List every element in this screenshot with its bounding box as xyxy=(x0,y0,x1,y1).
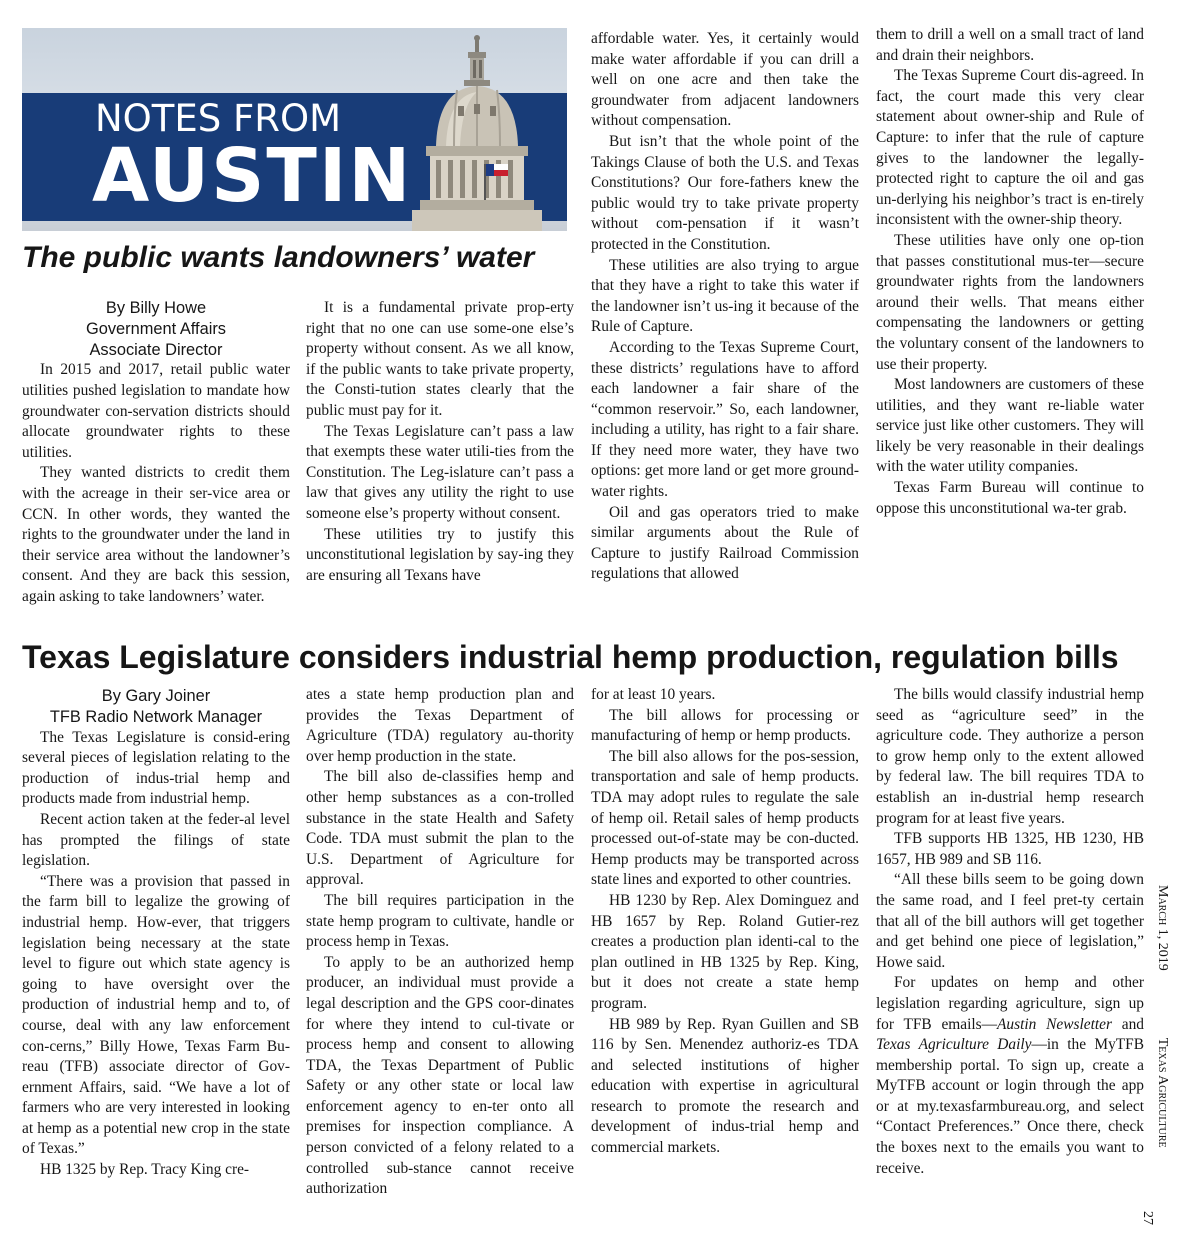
article1-column-1 xyxy=(22,298,290,608)
paragraph: The bill also de-classifies hemp and other hemp substances as a con-trolled substance in the state Health and Safety Code. TDA must submit the plan to the U.S. Department of Agriculture for approval. xyxy=(306,768,574,889)
paragraph: These utilities try to justify this unconstitutional legislation by say-ing they are ensuring all Texans have xyxy=(306,525,574,584)
banner-line1: NOTES FROM xyxy=(95,97,342,140)
paragraph: Most landowners are customers of these utilities, and they want re-liable water service just like other customers. They will likely be very reasonable in their dealings with the water utility companies. xyxy=(876,376,1144,476)
paragraph: them to drill a well on a small tract of land and drain their neighbors. xyxy=(876,26,1144,64)
newsletter-name: Texas Agriculture Daily xyxy=(876,1036,1032,1054)
text-run: For updates on hemp and other legislation regarding agriculture, sign up for TFB emails— xyxy=(876,974,1144,1033)
paragraph: They wanted districts to credit them with the acreage in their ser-vice area or CCN. In other words, they wanted the rights to the groundwater under the land in their service area without the landowner’s consent. And they are back this session, again asking to take landowners’ water. xyxy=(22,464,290,605)
byline-title: Government Affairs xyxy=(86,319,226,338)
paragraph: Oil and gas operators tried to make similar arguments about the Rule of Capture to justify Railroad Commission regulations that allowed xyxy=(591,503,859,583)
paragraph: But isn’t that the whole point of the Takings Clause of both the U.S. and Texas Constitutions? Our fore-fathers knew the public would try to take private property without com-pensation if it wasn’t protected in the Constitution. xyxy=(591,132,859,253)
folio-side-line xyxy=(1154,885,1170,1215)
article2-column-1 xyxy=(22,686,290,1181)
article2-column-4 xyxy=(876,685,1144,1179)
text-run: and xyxy=(1111,1015,1144,1033)
paragraph: The bills would classify industrial hemp seed as “agriculture seed” in the agriculture code. They authorize a person to grow hemp only to the extent allowed by federal law. The bill requires TDA to establish an in-dustrial hemp research program for at least five years. xyxy=(876,686,1144,827)
paragraph: Recent action taken at the feder-al level has prompted the filings of state legislation. xyxy=(22,810,290,870)
paragraph: These utilities have only one op-tion that passes constitutional mus-ter—secure groundwater rights from the landowners around their wells. That means either compensating the landowners or getting the voluntary consent of the landowners to use their property. xyxy=(876,231,1144,373)
article1-byline xyxy=(22,298,290,360)
article2-byline xyxy=(22,686,290,728)
paragraph: “All these bills seem to be going down the same road, and I feel pret-ty certain that all of the bill authors will get together and get behind one piece of legislation,” Howe said. xyxy=(876,871,1144,971)
byline-title: Associate Director xyxy=(89,340,223,359)
banner-line2: AUSTIN xyxy=(92,133,413,219)
page-number: 27 xyxy=(1140,1211,1155,1225)
byline-title: TFB Radio Network Manager xyxy=(49,707,263,726)
paragraph: It is a fundamental private prop-erty right that no one can use some-one else’s property without consent. As we all know, if the public wants to take private property, the Consti-tution states clearly that the public must pay for it. xyxy=(306,299,574,419)
publication-name: Texas Agriculture xyxy=(1155,1037,1170,1148)
article1-column-3 xyxy=(591,29,859,585)
paragraph: The Texas Legislature can’t pass a law that exempts these water utili-ties from the Constitution. The Leg-islature can’t pass a law that gives any utility the right to use someone else’s property without consent. xyxy=(306,422,574,522)
capitol-dome-image xyxy=(402,34,552,231)
paragraph: ates a state hemp production plan and provides the Texas Department of Agriculture (TDA) regulatory au-thority over hemp production in the state. xyxy=(306,686,574,765)
byline-author: By Billy Howe xyxy=(105,299,207,317)
paragraph: The Texas Supreme Court dis-agreed. In fact, the court made this very clear statement about owner-ship and Rule of Capture: to infer that the rule of capture gives to the landowner the legally-protected right to capture the oil and gas un-derlying his neighbor’s tract is en-tirely inconsistent with the owner-ship theory. xyxy=(876,67,1144,229)
paragraph: To apply to be an authorized hemp producer, an individual must provide a legal description and the GPS coor-dinates for where they intend to cul-tivate or process hemp and consent to allowing TDA, the Texas Department of Public Safety or any other state or local law enforcement agency to en-ter onto all premises for inspection compliance. A person convicted of a felony related to a controlled sub-stance cannot receive authorization xyxy=(306,953,574,1198)
article2-headline: Texas Legislature considers industrial hemp production, regulation bills xyxy=(22,639,1119,675)
paragraph: The bill allows for processing or manufacturing of hemp or hemp products. xyxy=(591,706,859,745)
paragraph: These utilities are also trying to argue that they have a right to take this water if the landowner isn’t us-ing it because of the Rule of Capture. xyxy=(591,256,859,336)
paragraph: HB 1325 by Rep. Tracy King cre- xyxy=(40,1161,250,1179)
paragraph: The bill also allows for the pos-session, transportation and sale of hemp products. TDA may adopt rules to regulate the sale of hemp oil. Retail sales of hemp products processed out-of-state may be con-ducted. Hemp products may be transported across state lines and exported to other countries. xyxy=(591,747,859,889)
paragraph: “There was a provision that passed in the farm bill to legalize the growing of industrial hemp. How-ever, that triggers legislation being necessary at the state level to figure out which state agency is going to have oversight over the production of industrial hemp and to, of course, deal with any law enforcement con-cerns,” Billy Howe, Texas Farm Bu-reau (TFB) associate director of Gov-ernment Affairs, said. “We have a lot of farmers who are very interested in looking at hemp as a potential new crop in the state of Texas.” xyxy=(22,872,290,1158)
paragraph: TFB supports HB 1325, HB 1230, HB 1657, HB 989 and SB 116. xyxy=(876,830,1144,868)
text-run: —in the MyTFB membership portal. To sign up, create a MyTFB account or login through the app or at my.texasfarmbureau.org, and select “Contact Preferences.” Once there, check the boxes next to the emails you want to receive. xyxy=(876,1036,1144,1177)
notes-from-austin-banner xyxy=(22,28,567,231)
issue-date: March 1, 2019 xyxy=(1155,885,1170,971)
article1-column-2 xyxy=(306,298,574,586)
paragraph: HB 1230 by Rep. Alex Dominguez and HB 1657 by Rep. Roland Gutier-rez creates a production plan identi-cal to the plan outlined in HB 1325 by Rep. King, but it does not create a state hemp program. xyxy=(591,891,859,1012)
paragraph: The Texas Legislature is consid-ering several pieces of legislation relating to the production of indus-trial hemp and products made from industrial hemp. xyxy=(22,728,290,808)
article1-headline: The public wants landowners’ water xyxy=(22,241,535,274)
paragraph: for at least 10 years. xyxy=(591,686,716,703)
paragraph-signup xyxy=(876,973,1144,1179)
paragraph: According to the Texas Supreme Court, these districts’ regulations have to afford each landowner a fair share of the “common reservoir.” So, each landowner, including a utility, has right to a fair share. If they need more water, they have two options: get more land or get more ground-water rights. xyxy=(591,338,859,501)
newsletter-name: Austin Newsletter xyxy=(997,1015,1112,1033)
paragraph: affordable water. Yes, it certainly would make water affordable if you can drill a well on one acre and then take the groundwater from adjacent landowners without compensation. xyxy=(591,30,859,130)
paragraph: HB 989 by Rep. Ryan Guillen and SB 116 by Sen. Menendez authoriz-es TDA and selected institutions of higher education with expertise in agricultural research to promote the research and development of indus-trial hemp and commercial markets. xyxy=(591,1015,859,1157)
byline-author: By Gary Joiner xyxy=(101,687,211,705)
paragraph: In 2015 and 2017, retail public water utilities pushed legislation to mandate how groundwater con-servation districts should allocate groundwater rights to these utilities. xyxy=(22,361,290,461)
article2-column-2 xyxy=(306,685,574,1200)
paragraph: The bill requires participation in the state hemp program to cultivate, handle or process hemp in Texas. xyxy=(306,891,574,951)
paragraph: Texas Farm Bureau will continue to oppose this unconstitutional wa-ter grab. xyxy=(876,479,1144,517)
article1-column-4 xyxy=(876,25,1144,519)
article2-column-3 xyxy=(591,685,859,1159)
